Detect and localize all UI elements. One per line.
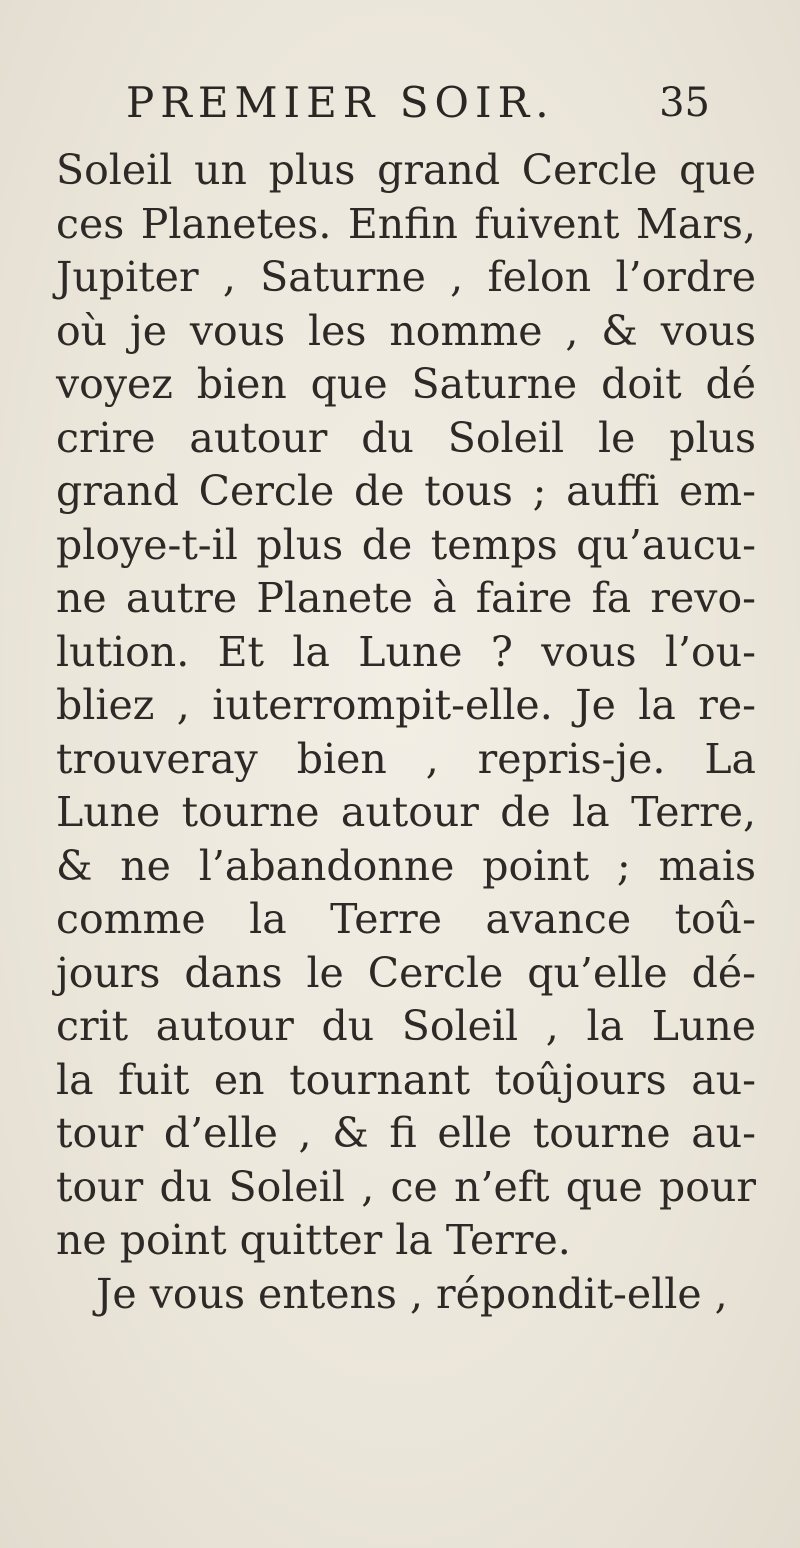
text-line: Je vous entens , répondit-elle ,	[96, 1269, 728, 1318]
page-number: 35	[659, 80, 710, 126]
text-line: tour du Soleil , ce n’eft que pour	[56, 1162, 756, 1211]
text-line: ploye-t-il plus de temps qu’aucu-	[56, 520, 756, 569]
text-line: ne autre Planete à faire fa revo-	[56, 574, 756, 622]
text-line: Jupiter , Saturne , felon l’ordre	[56, 253, 756, 301]
running-head: PREMIER SOIR.	[126, 78, 555, 127]
text-line: comme la Terre avance toû-	[56, 895, 756, 943]
text-line: crit autour du Soleil , la Lune	[56, 1002, 756, 1050]
text-line: tour d’elle , & fi elle tourne au-	[56, 1109, 756, 1157]
text-line: où je vous les nomme , & vous	[56, 306, 756, 355]
text-line: & ne l’abandonne point ; mais	[56, 841, 756, 890]
text-line: ne point quitter la Terre.	[56, 1216, 571, 1264]
text-line: lution. Et la Lune ? vous l’ou-	[56, 627, 756, 676]
text-line: Soleil un plus grand Cercle que	[56, 146, 756, 194]
text-line: voyez bien que Saturne doit dé	[56, 360, 756, 408]
text-line: bliez , iuterrompit-elle. Je la re-	[56, 681, 756, 729]
text-line: Lune tourne autour de la Terre,	[56, 788, 756, 836]
text-line: trouveray bien , repris-je. La	[56, 734, 756, 783]
text-line: crire autour du Soleil le plus	[56, 413, 756, 462]
page-header	[60, 78, 760, 138]
text-line: ces Planetes. Enfin fuivent Mars,	[56, 199, 756, 248]
text-line: jours dans le Cercle qu’elle dé-	[56, 948, 756, 997]
text-line: la fuit en tournant toûjours au-	[56, 1055, 756, 1104]
body-text	[56, 144, 756, 1321]
text-line: grand Cercle de tous ; auffi em-	[56, 467, 756, 515]
